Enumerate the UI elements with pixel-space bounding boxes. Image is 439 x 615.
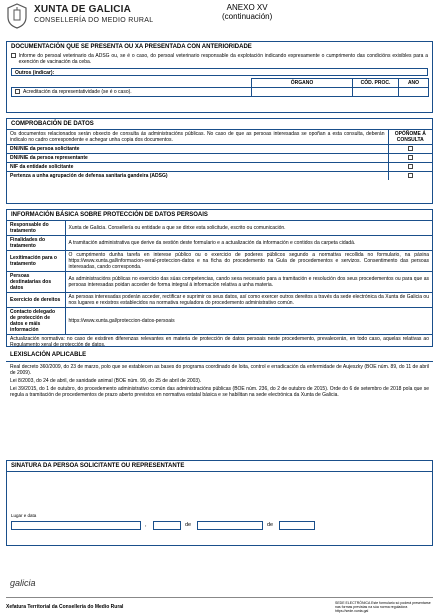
row-value: A tramitación administrativa que derive da xestión deste formulario e a actualización da información e contidos da carpeta cidadá. bbox=[65, 236, 432, 251]
org-subtitle: CONSELLERÍA DO MEDIO RURAL bbox=[34, 17, 154, 24]
row-value: As administracións públicas no exercicio das súas competencias, cando sexa necesario para a tramitación e resolución dos seus procedementos ou para que as persoas interesadas poidan acceder de forma integral á información relativa a unha materia. bbox=[65, 272, 432, 293]
table-row bbox=[7, 221, 432, 236]
data-protection-section bbox=[6, 209, 433, 347]
table-row bbox=[7, 335, 432, 350]
col-organ: ÓRGANO bbox=[252, 79, 353, 88]
data-protection-link[interactable]: https://www.xunta.gal/proteccion-datos-persoais bbox=[65, 308, 432, 335]
row-key: Finalidades do tratamento bbox=[7, 236, 65, 251]
row-value: Xunta de Galicia. Consellería ou entidade a que se dirixe esta solicitude, escrito ou comunicación. bbox=[65, 221, 432, 236]
oppose-checkbox[interactable] bbox=[408, 173, 413, 178]
row-key: Persoas destinatarias dos datos bbox=[7, 272, 65, 293]
section-title: LEXISLACIÓN APLICABLE bbox=[6, 352, 433, 362]
oppose-checkbox[interactable] bbox=[408, 164, 413, 169]
day-field[interactable] bbox=[153, 521, 181, 530]
others-label: Outros (indicar): bbox=[15, 70, 55, 76]
table-row bbox=[7, 154, 432, 163]
verification-row-label: DNI/NIE da persoa representante bbox=[7, 154, 388, 163]
xunta-logo bbox=[2, 2, 32, 30]
date-row bbox=[11, 521, 429, 533]
annex-heading bbox=[222, 3, 272, 21]
row-key: Lexitimación para o tratamento bbox=[7, 251, 65, 272]
place-field[interactable] bbox=[11, 521, 141, 530]
doc-item-representation bbox=[12, 88, 252, 97]
table-row bbox=[7, 145, 432, 154]
others-field[interactable] bbox=[11, 68, 428, 76]
legislation-paragraph: Lei 8/2003, do 24 de abril, de sanidade animal (BOE núm. 99, do 25 de abril de 2003). bbox=[10, 378, 202, 384]
section-title: DOCUMENTACIÓN QUE SE PRESENTA OU XA PRESENTADA CON ANTERIORIDADE bbox=[11, 44, 252, 50]
data-verification-section bbox=[6, 118, 433, 204]
galicia-brand-logo: galicia bbox=[10, 578, 36, 588]
comma-separator: , bbox=[145, 522, 147, 528]
de-separator: de bbox=[267, 522, 274, 528]
annex-subtitle: (continuación) bbox=[222, 12, 273, 21]
footer-divider bbox=[6, 597, 433, 598]
document-header bbox=[0, 0, 439, 36]
organization-block bbox=[34, 4, 153, 24]
footer-department: Xefatura Territorial da Consellería do Medio Rural bbox=[6, 604, 124, 610]
de-separator: de bbox=[185, 522, 192, 528]
verification-row-label: Pertenza a unha agrupación de defensa sanitaria gandeira (ADSG) bbox=[7, 172, 388, 181]
section-title: INFORMACIÓN BÁSICA SOBRE PROTECCIÓN DE DATOS PERSOAIS bbox=[11, 212, 208, 218]
annex-title: ANEXO XV bbox=[226, 3, 268, 12]
oppose-checkbox[interactable] bbox=[408, 146, 413, 151]
place-date-label: Lugar e data bbox=[11, 513, 37, 518]
checkbox[interactable] bbox=[11, 53, 16, 58]
table-row bbox=[7, 172, 432, 181]
organ-field[interactable] bbox=[252, 88, 353, 97]
year-field[interactable] bbox=[279, 521, 315, 530]
footer-sede-note: SEDE ELECTRÓNICA Este formulario só poderá presentarse nas formas previstas na súa norma reguladora https://sede.xunta.gal bbox=[335, 601, 431, 613]
col-year: ANO bbox=[399, 79, 429, 88]
regulatory-update-note: Actualización normativa: no caso de existiren diferenzas relevantes en materia de protección de datos persoais neste procedemento, prevalecerán, en todo caso, aquelas relativas ao Regulamento xeral de protección de datos. bbox=[10, 336, 429, 348]
signature-section bbox=[6, 460, 433, 546]
doc-item-label: Informe do persoal veterinario da ADSG ou, se é o caso, do persoal veterinario responsable da explotación indicando expresamente o cumprimento das condicións exixibles para a exención de vacinación da ceba. bbox=[18, 53, 428, 65]
proc-code-field[interactable] bbox=[353, 88, 399, 97]
year-field[interactable] bbox=[399, 88, 429, 97]
row-key: Exercicio de dereitos bbox=[7, 293, 65, 308]
row-value: O cumprimento dunha tarefa en interese público ou o exercicio de poderes públicos segundo a normativa recollida no formulario, na páxina https://www.xunta.gal/informacion-xeral-proteccion-datos e na ficha do procedemento na Guía de procedementos e servizos. Consentimento das persoas interesadas, cando corresponda. bbox=[65, 251, 432, 272]
month-field[interactable] bbox=[197, 521, 263, 530]
oppose-header: OPÓÑOME Á CONSULTA bbox=[388, 130, 432, 145]
row-value: As persoas interesadas poderán acceder, rectificar e suprimir os seus datos, así como exercer outros dereitos a través da sede electrónica da Xunta de Galicia ou nos lugares e rexistros establecidos na normativa reguladora do procedemento administrativo común. bbox=[65, 293, 432, 308]
table-row bbox=[7, 293, 432, 308]
verification-row-label: NIF da entidade solicitante bbox=[7, 163, 388, 172]
doc-item-vet-report bbox=[7, 52, 432, 66]
data-protection-table bbox=[7, 220, 432, 349]
col-proc-code: CÓD. PROC. bbox=[353, 79, 399, 88]
legislation-paragraph: Lei 39/2015, do 1 de outubro, do procedemento administrativo común das administracións públicas (BOE núm. 236, do 2 de outubro de 2015). Orde do 6 de setembro de 2018 pola que se regula a tramitación de procedementos de prazo aberto previstos en normativa estatal básica e se habilitan na sede electrónica da Xunta de Galicia. bbox=[10, 386, 429, 398]
table-row bbox=[7, 163, 432, 172]
row-key: Responsable do tratamento bbox=[7, 221, 65, 236]
oppose-checkbox[interactable] bbox=[408, 155, 413, 160]
verification-table bbox=[7, 129, 432, 180]
row-key: Contacto delegado de protección de datos e máis información bbox=[7, 308, 65, 335]
verification-row-label: DNI/NIE da persoa solicitante bbox=[7, 145, 388, 154]
legislation-paragraph: Real decreto 360/2009, do 23 de marzo, polo que se establecen as bases do programa coordinado de loita, control e erradicación da enfermidade de Aujeszky (BOE núm. 89, do 11 de abril de 2009). bbox=[10, 364, 429, 376]
table-row bbox=[7, 236, 432, 251]
presented-docs-table bbox=[11, 78, 429, 97]
checkbox[interactable] bbox=[15, 89, 20, 94]
doc-item-label: Acreditación da representatividade (se é o caso). bbox=[23, 89, 132, 95]
table-row bbox=[7, 251, 432, 272]
section-title: SINATURA DA PERSOA SOLICITANTE OU REPRESENTANTE bbox=[7, 461, 432, 472]
table-row bbox=[7, 308, 432, 335]
org-name: XUNTA DE GALICIA bbox=[34, 4, 132, 15]
applicable-legislation-section bbox=[6, 352, 433, 456]
table-row bbox=[7, 272, 432, 293]
documentation-section bbox=[6, 41, 433, 113]
verification-intro: Os documentos relacionados serán obxecto de consulta ás administracións públicas. No caso de que as persoas interesadas se opoñan a esta consulta, deberán indicalo no cadro correspondente e achegar unha copia dos documentos. bbox=[7, 130, 388, 145]
section-title: COMPROBACIÓN DE DATOS bbox=[11, 121, 94, 127]
